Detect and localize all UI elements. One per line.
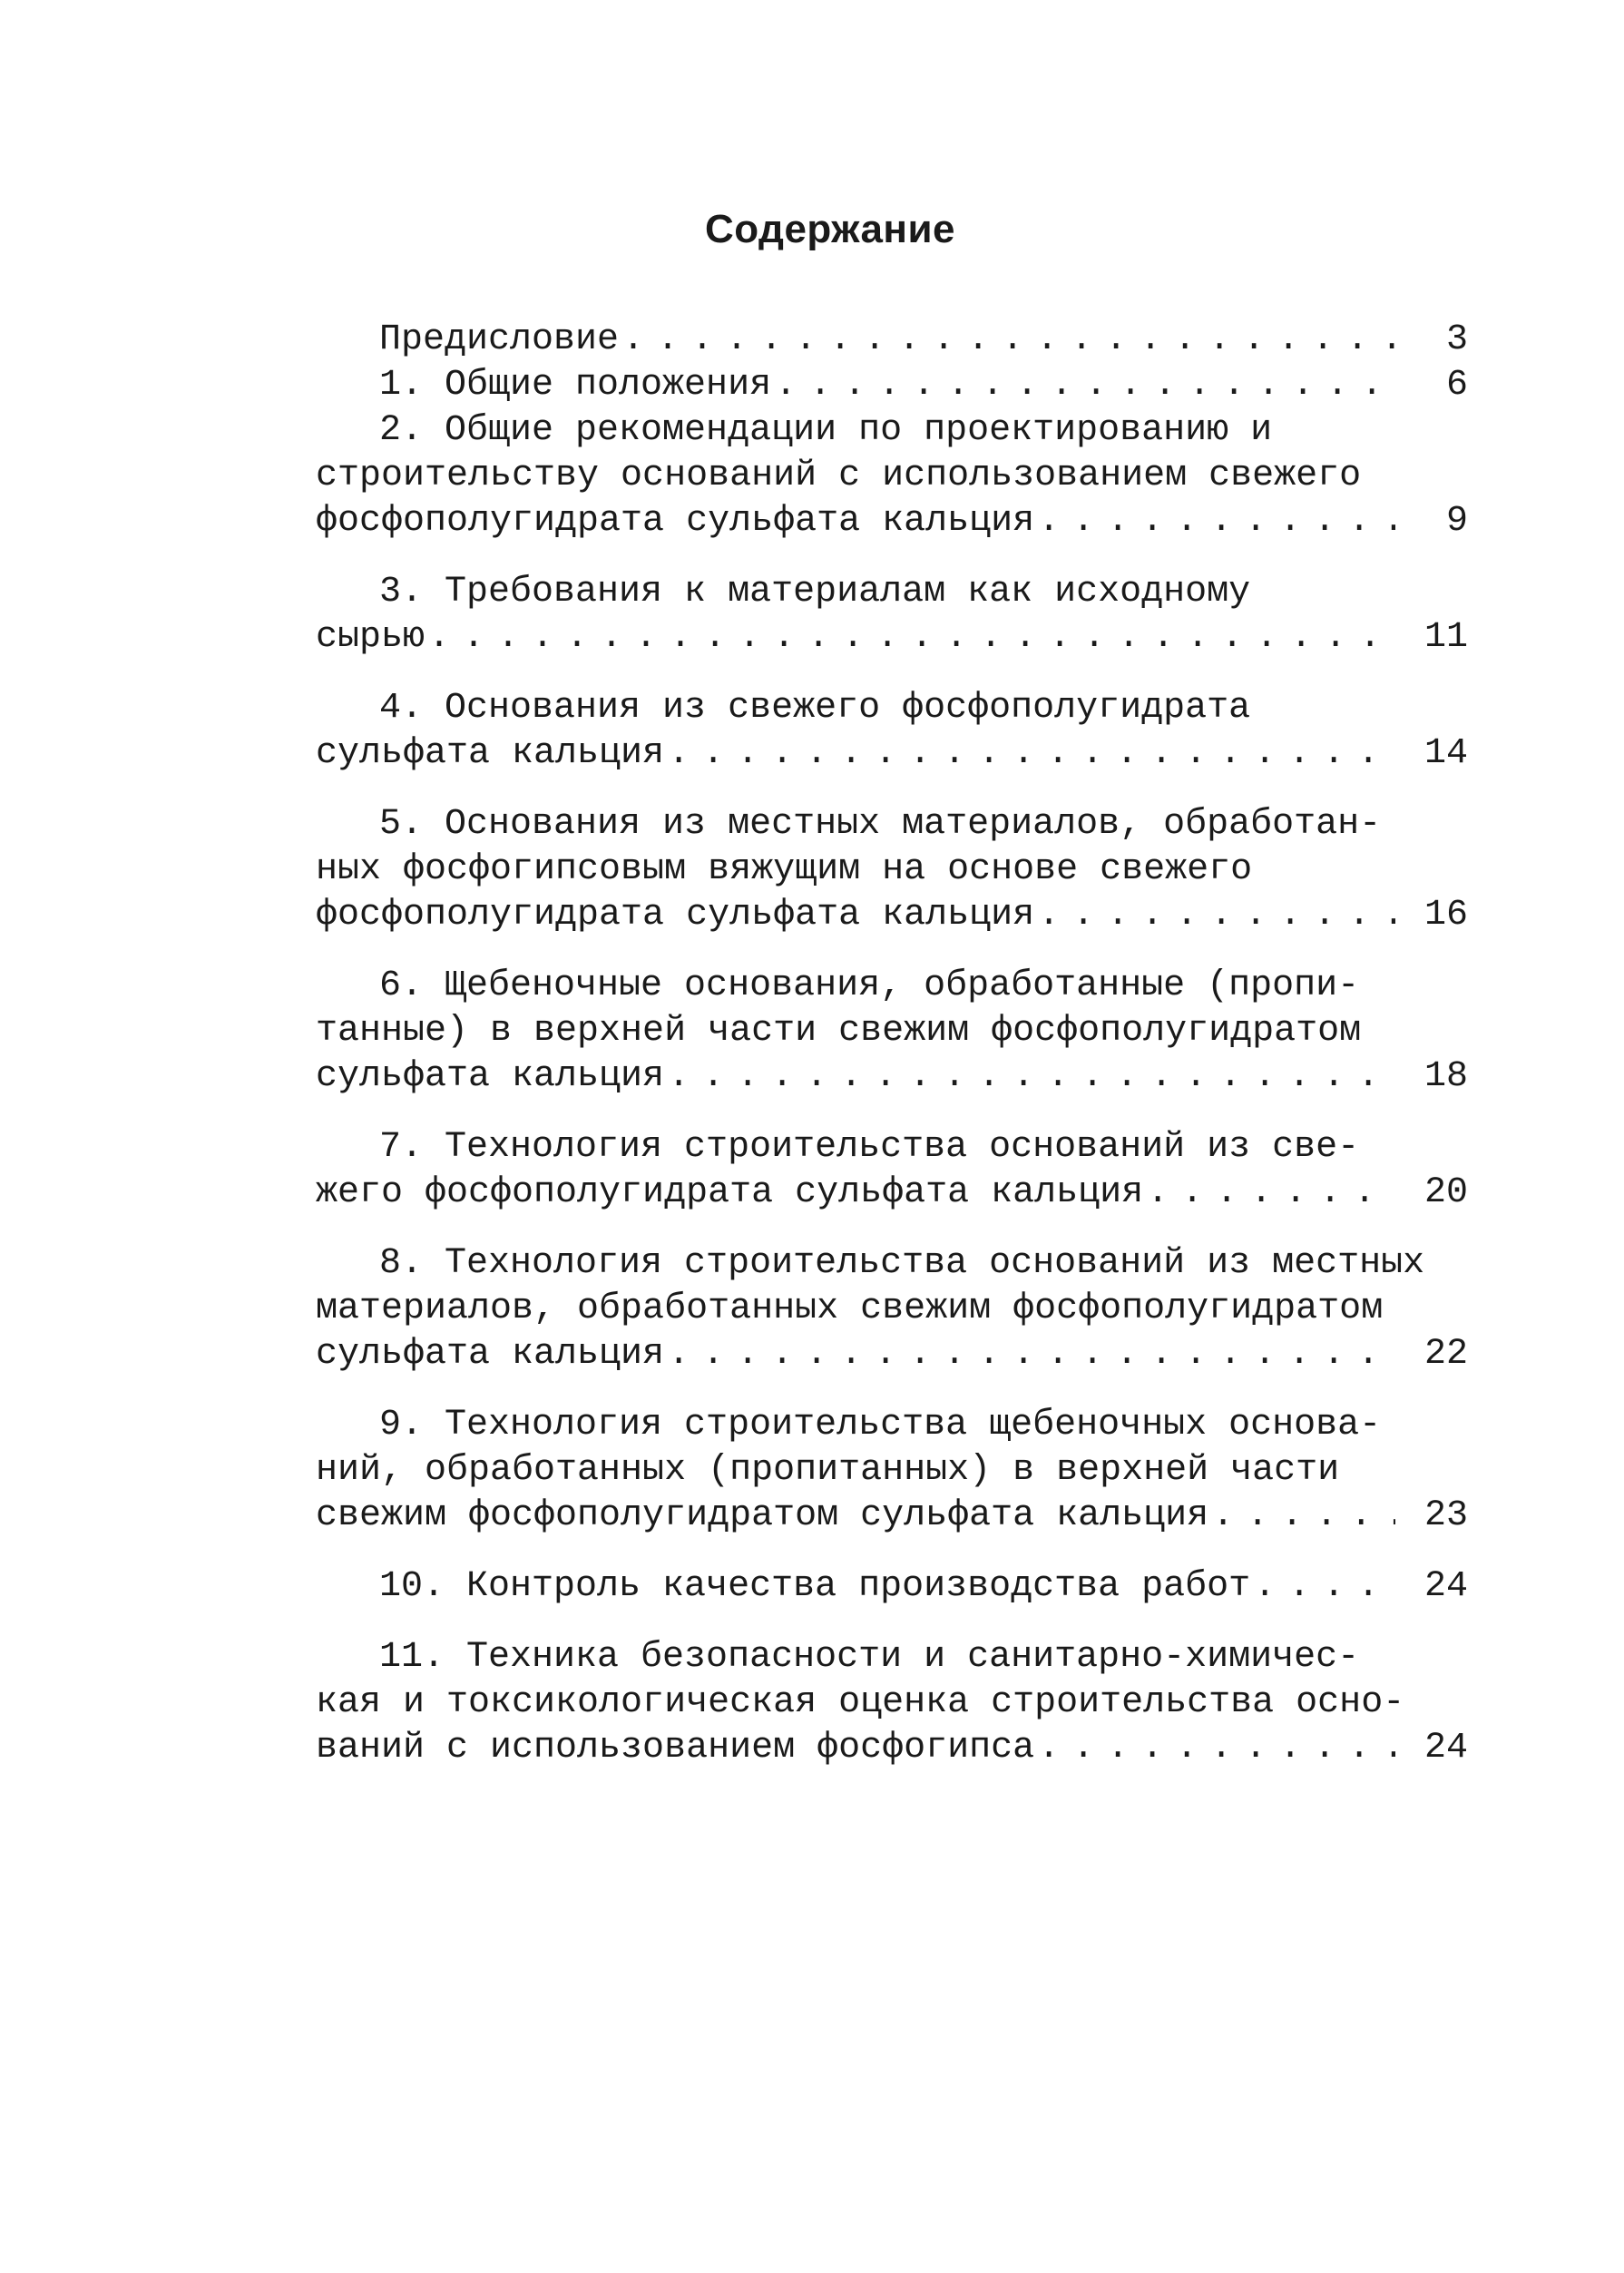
toc-entry-text: 2. Общие рекомендации по проектированию и — [379, 410, 1273, 451]
toc-entry-text: жего фосфополугидрата сульфата кальция — [316, 1172, 1144, 1213]
leader-dots — [1038, 893, 1395, 938]
toc-entry-text: строительству оснований с использованием свежего — [316, 456, 1362, 496]
toc-page-number: 6 — [1445, 365, 1468, 406]
toc-page-number: 20 — [1423, 1172, 1468, 1213]
toc-entry-text: 6. Щебеночные основания, обработанные (пропи- — [379, 965, 1360, 1006]
leader-dots — [1038, 499, 1395, 544]
leader-dots — [668, 731, 1395, 777]
toc-page-number: 14 — [1423, 733, 1468, 774]
toc-entry-text: сульфата кальция — [316, 1056, 665, 1097]
toc-entry-text: 8. Технология строительства оснований из местных — [379, 1243, 1425, 1284]
toc-entry-text: танные) в верхней части свежим фосфополугидратом — [316, 1011, 1362, 1052]
toc-entry-text: 7. Технология строительства оснований из све- — [379, 1127, 1360, 1168]
toc-page-number: 11 — [1423, 617, 1468, 658]
toc-entry-text: 11. Техника безопасности и санитарно-химичес- — [379, 1637, 1360, 1678]
toc-entry-text: ных фосфогипсовым вяжущим на основе свежего — [316, 849, 1253, 890]
table-of-contents — [316, 318, 1495, 1797]
toc-entry-text: 5. Основания из местных материалов, обработан- — [379, 804, 1382, 845]
toc-entry-9 — [316, 1403, 1495, 1539]
toc-entry-8 — [316, 1241, 1495, 1377]
toc-entry-1 — [316, 363, 1495, 408]
toc-entry-3 — [316, 570, 1495, 661]
toc-entry-text: кая и токсикологическая оценка строительства осно- — [316, 1682, 1405, 1723]
toc-entry-text: 10. Контроль качества производства работ — [379, 1566, 1251, 1607]
toc-page-number: 24 — [1423, 1728, 1468, 1768]
toc-page-number: 16 — [1423, 895, 1468, 936]
toc-entry-text: свежим фосфополугидратом сульфата кальция — [316, 1495, 1209, 1536]
toc-entry-preface — [316, 318, 1495, 363]
toc-entry-5 — [316, 802, 1495, 938]
leader-dots — [775, 363, 1395, 408]
toc-entry-10 — [316, 1564, 1495, 1610]
toc-page-number: 23 — [1423, 1495, 1468, 1536]
leader-dots — [1212, 1494, 1395, 1539]
leader-dots — [1038, 1726, 1395, 1771]
leader-dots — [428, 615, 1395, 661]
toc-entry-text: фосфополугидрата сульфата кальция — [316, 501, 1035, 542]
toc-entry-text: сырью — [316, 617, 426, 658]
toc-page-number: 9 — [1445, 501, 1468, 542]
toc-entry-text: сульфата кальция — [316, 733, 665, 774]
toc-page-number: 22 — [1423, 1334, 1468, 1375]
toc-entry-text: 1. Общие положения — [379, 365, 772, 406]
toc-page-number: 3 — [1445, 319, 1468, 360]
leader-dots — [668, 1332, 1395, 1377]
toc-entry-text: материалов, обработанных свежим фосфополугидратом — [316, 1288, 1384, 1329]
toc-entry-text: 9. Технология строительства щебеночных основа- — [379, 1405, 1382, 1445]
toc-entry-6 — [316, 964, 1495, 1100]
toc-entry-7 — [316, 1125, 1495, 1216]
toc-page-number: 24 — [1423, 1566, 1468, 1607]
toc-entry-text: 4. Основания из свежего фосфополугидрата — [379, 688, 1251, 729]
toc-entry-2 — [316, 408, 1495, 544]
leader-dots — [1147, 1171, 1395, 1216]
toc-entry-text: 3. Требования к материалам как исходному — [379, 572, 1251, 612]
toc-entry-11 — [316, 1635, 1495, 1771]
toc-entry-text: ваний с использованием фосфогипса — [316, 1728, 1035, 1768]
page-title: Содержание — [704, 207, 956, 251]
toc-entry-text: сульфата кальция — [316, 1334, 665, 1375]
leader-dots — [1254, 1564, 1395, 1610]
leader-dots — [622, 318, 1395, 363]
toc-entry-text: ний, обработанных (пропитанных) в верхней части — [316, 1450, 1340, 1491]
toc-entry-4 — [316, 686, 1495, 777]
toc-entry-text: фосфополугидрата сульфата кальция — [316, 895, 1035, 936]
leader-dots — [668, 1054, 1395, 1100]
toc-entry-text: Предисловие — [379, 319, 620, 360]
toc-page-number: 18 — [1423, 1056, 1468, 1097]
